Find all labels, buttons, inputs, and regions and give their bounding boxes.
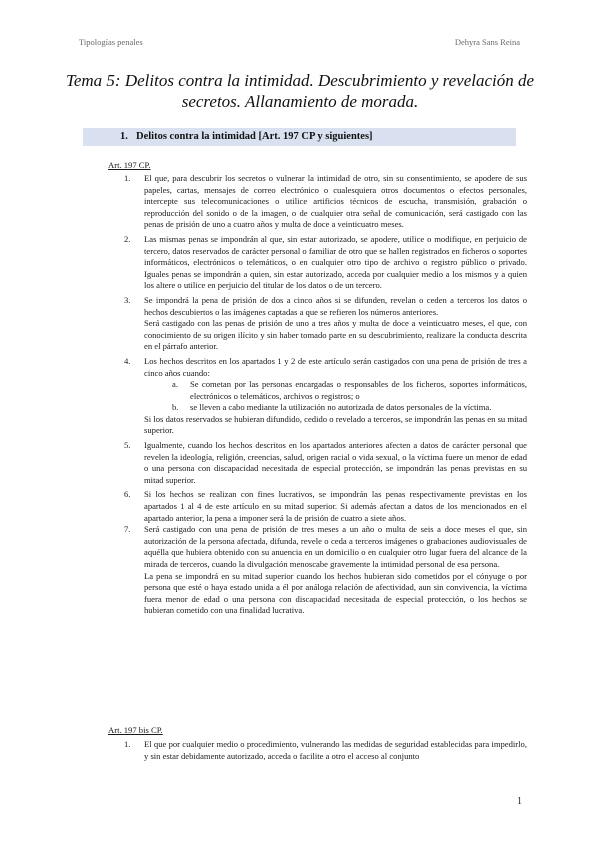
article-197-bis-body [108, 739, 527, 762]
article-title-197: Art. 197 CP. [108, 160, 151, 170]
paragraph: El que, para descubrir los secretos o vulnerar la intimidad de otro, sin su consentimiento, se apodere de sus papeles, cartas, mensajes de correo electrónico o cualesquiera otros documentos o efectos personales, intercepte sus telecomunicaciones o utilice artificios técnicos de escucha, transmisión, grabación o reproducción del sonido o de la imagen, o de cualquier otra señal de comunicación, será castigado con las penas de prisión de uno a cuatro años y multa de doce a veinticuatro meses. [144, 173, 527, 230]
list-item: 4. Los hechos descritos en los apartados 1 y 2 de este artículo serán castigados con una pena de prisión de tres a cinco años cuando: a. Se cometan por las personas encargadas o responsables de los ficheros, soportes informáticos, electrónicos o telemáticos, archivos o registros; o b. se lleven a cabo mediante la utilización no autorizada de datos personales de la víctima. Si los datos reservados se hubieran difundido, cedido o revelado a terceros, se impondrán las penas en su mitad superior. [124, 355, 527, 436]
paragraph: Se impondrá la pena de prisión de dos a cinco años si se difunden, revelan o ceden a terceros los datos o hechos descubiertos o las imágenes captadas a que se refieren los números anteriores. [144, 294, 527, 317]
paragraph: Si los hechos se realizan con fines lucrativos, se impondrán las penas respectivamente previstas en los apartados 1 al 4 de este artículo en su mitad superior. Si además afectan a datos de los mencionados en el apartado anterior, la pena a imponer será la de prisión de cuatro a siete años. [144, 489, 527, 523]
list-item: 6. Si los hechos se realizan con fines lucrativos, se impondrán las penas respectivamente previstas en los apartados 1 al 4 de este artículo en su mitad superior. Si además afectan a datos de los mencionados en el apartado anterior, la pena a imponer será la de prisión de cuatro a siete años. [124, 489, 527, 523]
section-title: Delitos contra la intimidad [Art. 197 CP y siguientes] [136, 131, 373, 142]
page-title: Tema 5: Delitos contra la intimidad. Descubrimiento y revelación de secretos. Allanamiento de morada. [65, 71, 535, 111]
sub-list-item: b. se lleven a cabo mediante la utilización no autorizada de datos personales de la víctima. [172, 402, 492, 413]
section-heading [83, 128, 516, 146]
sub-list-item: a. Se cometan por las personas encargadas o responsables de los ficheros, soportes informáticos, electrónicos o telemáticos, archivos o registros; o [172, 379, 527, 401]
page-number: 1 [517, 796, 522, 807]
list-item: 1. El que, para descubrir los secretos o vulnerar la intimidad de otro, sin su consentimiento, se apodere de sus papeles, cartas, mensajes de correo electrónico o cualesquiera otros documentos o efectos personales, intercepte sus telecomunicaciones o utilice artificios técnicos de escucha, transmisión, grabación o reproducción del sonido o de la imagen, o de cualquier otra señal de comunicación, será castigado con las penas de prisión de uno a cuatro años y multa de doce a veinticuatro meses. [124, 173, 527, 230]
paragraph: Los hechos descritos en los apartados 1 y 2 de este artículo serán castigados con una pena de prisión de tres a cinco años cuando: [144, 355, 527, 378]
paragraph: Si los datos reservados se hubieran difundido, cedido o revelado a terceros, se impondrán las penas en su mitad superior. [144, 413, 527, 436]
article-title-197-bis: Art. 197 bis CP. [108, 725, 163, 735]
paragraph: La pena se impondrá en su mitad superior cuando los hechos hubieran sido cometidos por el cónyuge o por persona que esté o haya estado unida a él por análoga relación de afectividad, aun sin convivencia, la víctima fuera menor de edad o una persona con discapacidad necesitada de especial protección, o los hechos se hubieran cometido con una finalidad lucrativa. [144, 570, 527, 616]
article-197-body [108, 173, 527, 617]
paragraph: Las mismas penas se impondrán al que, sin estar autorizado, se apodere, utilice o modifique, en perjuicio de tercero, datos reservados de carácter personal o familiar de otro que se hallen registrados en ficheros o soportes informáticos, electrónicos o telemáticos, o en cualquier otro tipo de archivo o registro público o privado. Iguales penas se impondrán a quien, sin estar autorizado, acceda por cualquier medio a los mismos y a quien los altere o utilice en perjuicio del titular de los datos o de un tercero. [144, 233, 527, 291]
section-number: 1. [120, 131, 128, 142]
paragraph: Será castigado con una pena de prisión de tres meses a un año o multa de seis a doce meses el que, sin autorización de la persona afectada, difunda, revele o ceda a terceros imágenes o grabaciones audiovisuales de aquélla que hubiera obtenido con su anuencia en un domicilio o en cualquier otro lugar fuera del alcance de la mirada de terceros, cuando la divulgación menoscabe gravemente la intimidad personal de esa persona. [144, 524, 527, 569]
running-header-right: Dehyra Sans Reina [454, 37, 520, 47]
paragraph: Será castigado con las penas de prisión de uno a tres años y multa de doce a veinticuatro meses, el que, con conocimiento de su origen ilícito y sin haber tomado parte en su descubrimiento, realizare la conducta descrita en el párrafo anterior. [144, 318, 527, 352]
list-item: 1. El que por cualquier medio o procedimiento, vulnerando las medidas de seguridad establecidas para impedirlo, y sin estar debidamente autorizado, acceda o facilite a otro el acceso al conjunto [124, 739, 527, 761]
running-header-left: Tipologías penales [79, 37, 143, 47]
list-item: 3. Se impondrá la pena de prisión de dos a cinco años si se difunden, revelan o ceden a terceros los datos o hechos descubiertos o las imágenes captadas a que se refieren los números anteriores. Será castigado con las penas de prisión de uno a tres años y multa de doce a veinticuatro meses, el que, con conocimiento de su origen ilícito y sin haber tomado parte en su descubrimiento, realizare la conducta descrita en el párrafo anterior. [124, 294, 527, 352]
paragraph: Igualmente, cuando los hechos descritos en los apartados anteriores afecten a datos de carácter personal que revelen la ideología, religión, creencias, salud, origen racial o vida sexual, o la víctima fuere un menor de edad o una persona con discapacidad necesitada de especial protección, se impondrán las penas previstas en su mitad superior. [144, 440, 527, 485]
list-item: 2. Las mismas penas se impondrán al que, sin estar autorizado, se apodere, utilice o modifique, en perjuicio de tercero, datos reservados de carácter personal o familiar de otro que se hallen registrados en ficheros o soportes informáticos, electrónicos o telemáticos, o en cualquier otro tipo de archivo o registro público o privado. Iguales penas se impondrán a quien, sin estar autorizado, acceda por cualquier medio a los mismos y a quien los altere o utilice en perjuicio del titular de los datos o de un tercero. [124, 233, 527, 291]
paragraph: El que por cualquier medio o procedimiento, vulnerando las medidas de seguridad establecidas para impedirlo, y sin estar debidamente autorizado, acceda o facilite a otro el acceso al conjunto [144, 739, 527, 761]
list-item: 5. Igualmente, cuando los hechos descritos en los apartados anteriores afecten a datos de carácter personal que revelen la ideología, religión, creencias, salud, origen racial o vida sexual, o la víctima fuere un menor de edad o una persona con discapacidad necesitada de especial protección, se impondrán las penas previstas en su mitad superior. [124, 440, 527, 485]
list-item: 7. Será castigado con una pena de prisión de tres meses a un año o multa de seis a doce meses el que, sin autorización de la persona afectada, difunda, revele o ceda a terceros imágenes o grabaciones audiovisuales de aquélla que hubiera obtenido con su anuencia en un domicilio o en cualquier otro lugar fuera del alcance de la mirada de terceros, cuando la divulgación menoscabe gravemente la intimidad personal de esa persona. La pena se impondrá en su mitad superior cuando los hechos hubieran sido cometidos por el cónyuge o por persona que esté o haya estado unida a él por análoga relación de afectividad, aun sin convivencia, la víctima fuera menor de edad o una persona con discapacidad necesitada de especial protección, o los hechos se hubieran cometido con una finalidad lucrativa. [124, 524, 527, 616]
